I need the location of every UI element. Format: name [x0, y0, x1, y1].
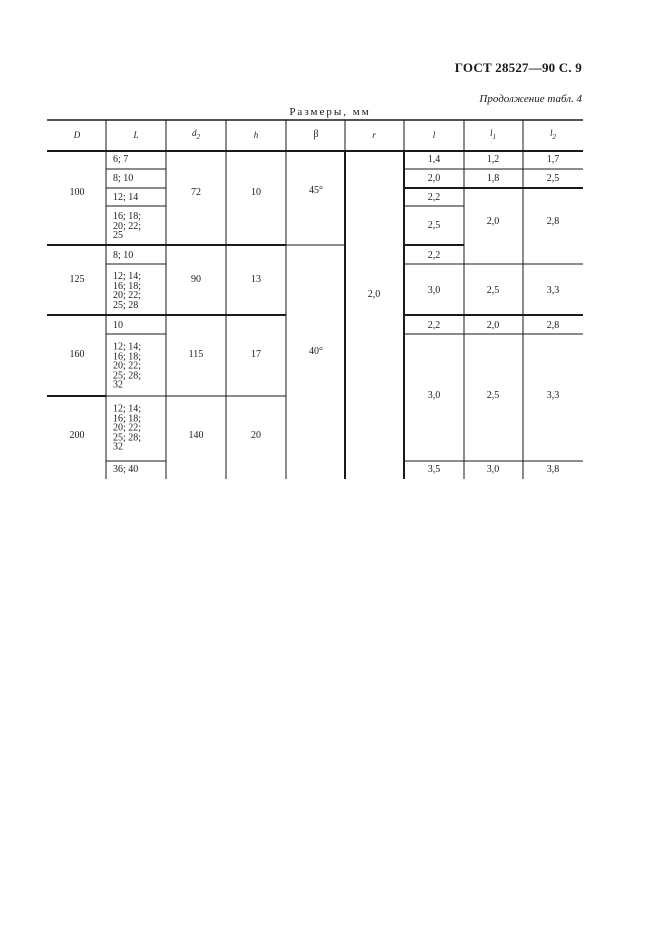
cell-d2: 90: [191, 274, 201, 285]
cell-D: 160: [69, 349, 85, 360]
cell-beta: 40°: [309, 346, 323, 357]
cell-l: 1,4: [427, 154, 441, 165]
cell-l2: 2,8: [546, 320, 560, 331]
cell-l: 3,5: [427, 464, 441, 475]
header-r: r: [372, 130, 376, 140]
cell-L: 36; 40: [113, 464, 139, 475]
dimensions-caption: Размеры, мм: [289, 106, 371, 118]
cell-d2: 72: [191, 187, 201, 198]
cell-L: 10: [113, 320, 123, 331]
cell-l2: 2,8: [546, 216, 560, 227]
cell-l1: 1,8: [486, 173, 500, 184]
cell-l1: 3,0: [486, 464, 500, 475]
cell-L: 12; 14; 16; 18; 20; 22; 25; 28: [113, 271, 142, 311]
cell-l1: 2,5: [486, 390, 500, 401]
cell-d2: 115: [188, 349, 204, 360]
cell-L: 12; 14; 16; 18; 20; 22; 25; 28; 32: [113, 341, 142, 391]
cell-L: 12; 14; 16; 18; 20; 22; 25; 28; 32: [113, 403, 142, 453]
cell-l: 3,0: [427, 390, 441, 401]
header-L: L: [133, 130, 139, 140]
cell-l1: 1,2: [486, 154, 500, 165]
cell-L: 12; 14: [113, 192, 139, 203]
cell-l: 2,5: [427, 220, 441, 231]
cell-l1: 2,5: [486, 285, 500, 296]
header-d2-base: d: [192, 128, 197, 138]
cell-h: 13: [251, 274, 261, 285]
cell-l2: 2,5: [546, 173, 560, 184]
cell-D: 125: [69, 274, 85, 285]
cell-h: 10: [251, 187, 261, 198]
cell-l: 2,2: [427, 250, 441, 261]
header-l2-base: l: [549, 128, 553, 138]
header-d2: [192, 128, 200, 142]
header-l: l: [432, 130, 436, 140]
header-l1: [490, 128, 496, 142]
cell-h: 20: [251, 430, 261, 441]
cell-D: 100: [69, 187, 85, 198]
cell-l: 2,2: [427, 192, 441, 203]
cell-l: 3,0: [427, 285, 441, 296]
cell-r: 2,0: [367, 289, 381, 300]
header-beta: β: [313, 129, 319, 140]
header-l1-base: l: [489, 128, 493, 138]
cell-L: 16; 18; 20; 22; 25: [113, 210, 142, 241]
header-h: h: [253, 130, 259, 140]
table-continuation-label: Продолжение табл. 4: [479, 93, 582, 105]
document-header: ГОСТ 28527—90 С. 9: [454, 60, 582, 75]
header-l1-sub: 1: [492, 133, 497, 141]
cell-d2: 140: [188, 430, 204, 441]
header-l2: [550, 128, 556, 142]
cell-l1: 2,0: [486, 320, 500, 331]
cell-l: 2,2: [427, 320, 441, 331]
cell-l2: 1,7: [546, 154, 560, 165]
cell-l: 2,0: [427, 173, 441, 184]
header-d2-sub: 2: [196, 133, 200, 141]
cell-l2: 3,3: [546, 390, 560, 401]
cell-L: 8; 10: [113, 250, 134, 261]
cell-beta: 45°: [309, 185, 323, 196]
cell-h: 17: [251, 349, 261, 360]
cell-l2: 3,8: [546, 464, 560, 475]
cell-D: 200: [69, 430, 85, 441]
cell-L: 8; 10: [113, 173, 134, 184]
cell-L: 6; 7: [113, 154, 129, 165]
header-D: D: [73, 130, 81, 140]
header-l2-sub: 2: [552, 133, 557, 141]
cell-l2: 3,3: [546, 285, 560, 296]
cell-l1: 2,0: [486, 216, 500, 227]
